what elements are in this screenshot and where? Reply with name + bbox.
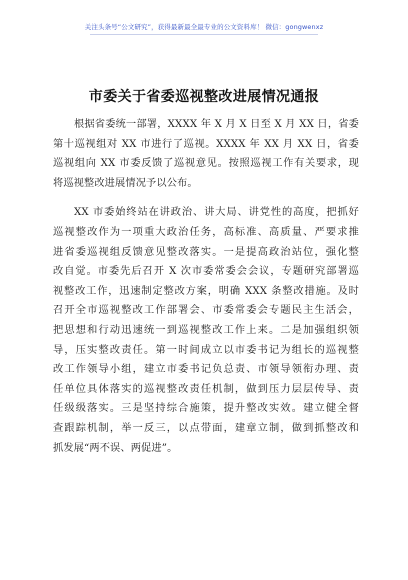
paragraph-spacer — [53, 193, 359, 203]
text-line: 改自觉。市委先后召开 X 次市委常委会会议，专题研究部署巡 — [53, 266, 359, 278]
text-line: 任单位具体落实的巡视整改责任机制，做到压力层层传导、责 — [53, 383, 359, 395]
text-line: 根据省委统一部署，XXXX 年 X 月 X 日至 X 月 XX 日，省委 — [74, 119, 359, 130]
paragraph-2 — [53, 203, 359, 458]
text-line: 改工作领导小组，建立市委书记负总责、市领导领衔办理、责 — [53, 364, 359, 376]
paragraph-1 — [53, 115, 359, 193]
text-line: 把思想和行动迅速统一到巡视整改工作上来。二是加强组织领 — [53, 324, 359, 336]
text-line: 视整改工作，迅速制定整改方案，明确 XXX 条整改措施。及时 — [53, 285, 359, 297]
watermark-banner: 关注头条号“公文研究”，获得最新最全最专业的公文资料库！ 微信：gongwenxz — [84, 23, 324, 31]
text-line: 巡视组向 XX 市委反馈了巡视意见。按照巡视工作有关要求，现 — [53, 158, 359, 170]
text-line: 导，压实整改责任。第一时间成立以市委书记为组长的巡视整 — [53, 344, 359, 356]
text-line: XX 市委始终站在讲政治、讲大局、讲党性的高度，把抓好 — [74, 207, 359, 219]
document-title: 市委关于省委巡视整改进展情况通报 — [88, 89, 320, 105]
text-line: 查跟踪机制，举一反三，以点带面，建章立制，做到抓整改和 — [53, 422, 359, 434]
text-line: 第十巡视组对 XX 市进行了巡视。XXXX 年 XX 月 XX 日，省委 — [53, 138, 359, 150]
text-line: 进省委巡视组反馈意见整改落实。一是提高政治站位，强化整 — [53, 246, 359, 258]
text-line: 将巡视整改进展情况予以公布。 — [53, 177, 198, 189]
text-line: 召开全市巡视整改工作部署会、市委常委会专题民主生活会， — [53, 305, 359, 317]
document-body — [53, 115, 359, 458]
watermark-underline — [90, 34, 318, 35]
text-line: 抓发展“两不误、两促进”。 — [53, 442, 178, 454]
text-line: 巡视整改作为一项重大政治任务，高标准、高质量、严要求推 — [53, 226, 359, 238]
text-line: 任级级落实。三是坚持综合施策，提升整改实效。建立健全督 — [53, 403, 359, 415]
